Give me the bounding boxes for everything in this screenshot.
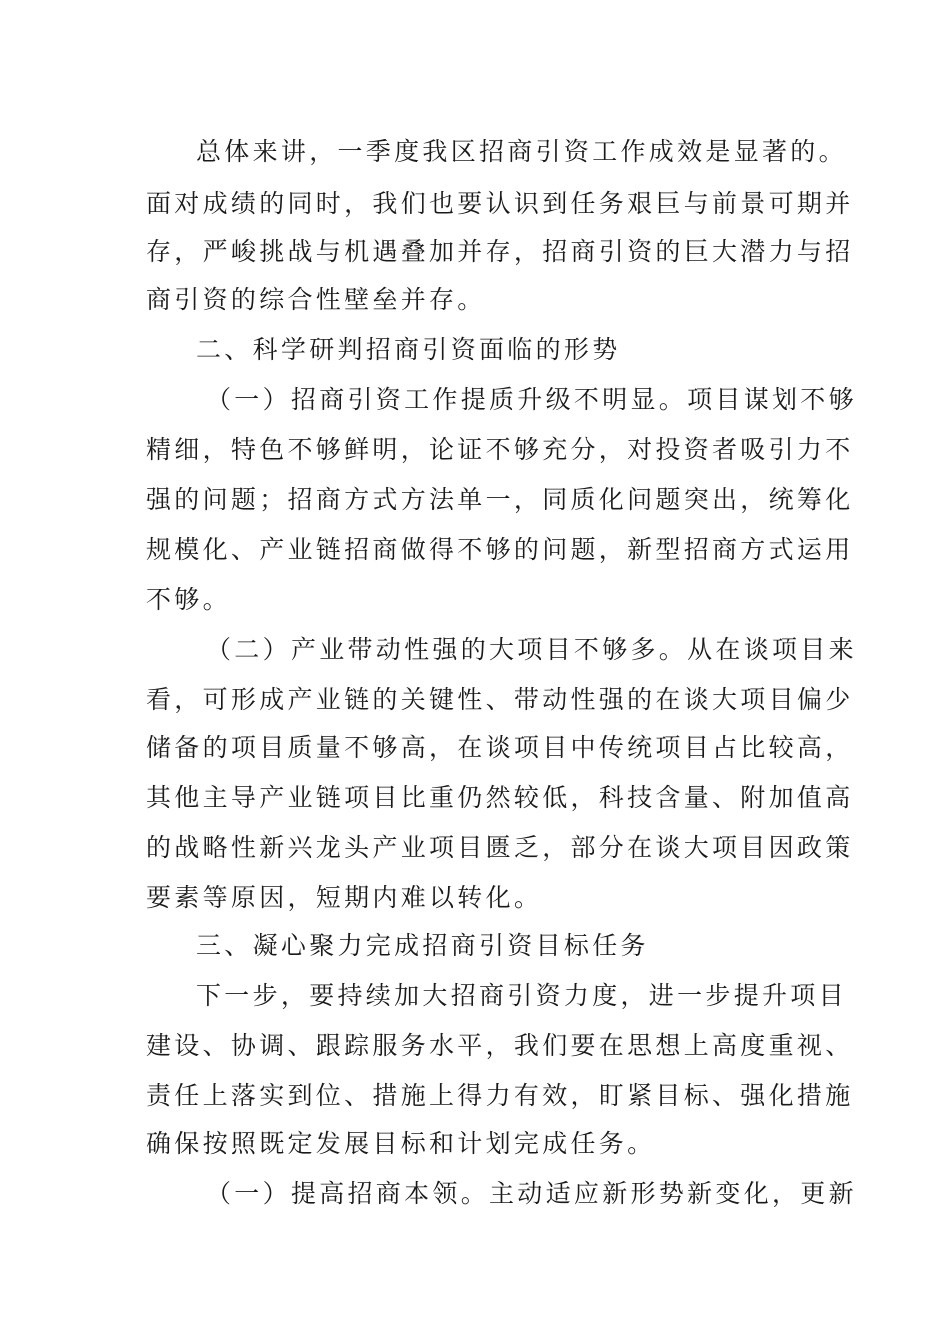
section-heading-3: 三、凝心聚力完成招商引资目标任务 [196, 931, 649, 960]
paragraph-2-line-3: 强的问题；招商方式方法单一，同质化问题突出，统筹化 [146, 485, 854, 514]
paragraph-2-line-1: （一）招商引资工作提质升级不明显。项目谋划不够 [206, 385, 857, 414]
paragraph-3-line-3: 储备的项目质量不够高，在谈项目中传统项目占比较高， [146, 733, 854, 762]
paragraph-4-line-1: 下一步，要持续加大招商引资力度，进一步提升项目 [196, 981, 847, 1010]
paragraph-1-line-1: 总体来讲，一季度我区招商引资工作成效是显著的。 [196, 137, 847, 166]
paragraph-2-line-5: 不够。 [146, 585, 231, 614]
paragraph-4-line-3: 责任上落实到位、措施上得力有效，盯紧目标、强化措施 [146, 1081, 854, 1110]
paragraph-4-line-2: 建设、协调、跟踪服务水平，我们要在思想上高度重视、 [146, 1031, 854, 1060]
paragraph-4-line-4: 确保按照既定发展目标和计划完成任务。 [146, 1129, 656, 1158]
paragraph-5-line-1: （一）提高招商本领。主动适应新形势新变化，更新 [206, 1179, 857, 1208]
paragraph-1-line-3: 存，严峻挑战与机遇叠加并存，招商引资的巨大潜力与招 [146, 237, 854, 266]
paragraph-1-line-2: 面对成绩的同时，我们也要认识到任务艰巨与前景可期并 [146, 189, 854, 218]
paragraph-2-line-4: 规模化、产业链招商做得不够的问题，新型招商方式运用 [146, 535, 854, 564]
paragraph-3-line-2: 看，可形成产业链的关键性、带动性强的在谈大项目偏少 [146, 685, 854, 714]
paragraph-3-line-1: （二）产业带动性强的大项目不够多。从在谈项目来 [206, 635, 857, 664]
section-heading-2: 二、科学研判招商引资面临的形势 [196, 335, 621, 364]
paragraph-3-line-4: 其他主导产业链项目比重仍然较低，科技含量、附加值高 [146, 783, 854, 812]
paragraph-3-line-6: 要素等原因，短期内难以转化。 [146, 883, 543, 912]
paragraph-1-line-4: 商引资的综合性壁垒并存。 [146, 285, 486, 314]
paragraph-3-line-5: 的战略性新兴龙头产业项目匮乏，部分在谈大项目因政策 [146, 833, 854, 862]
paragraph-2-line-2: 精细，特色不够鲜明，论证不够充分，对投资者吸引力不 [146, 435, 854, 464]
